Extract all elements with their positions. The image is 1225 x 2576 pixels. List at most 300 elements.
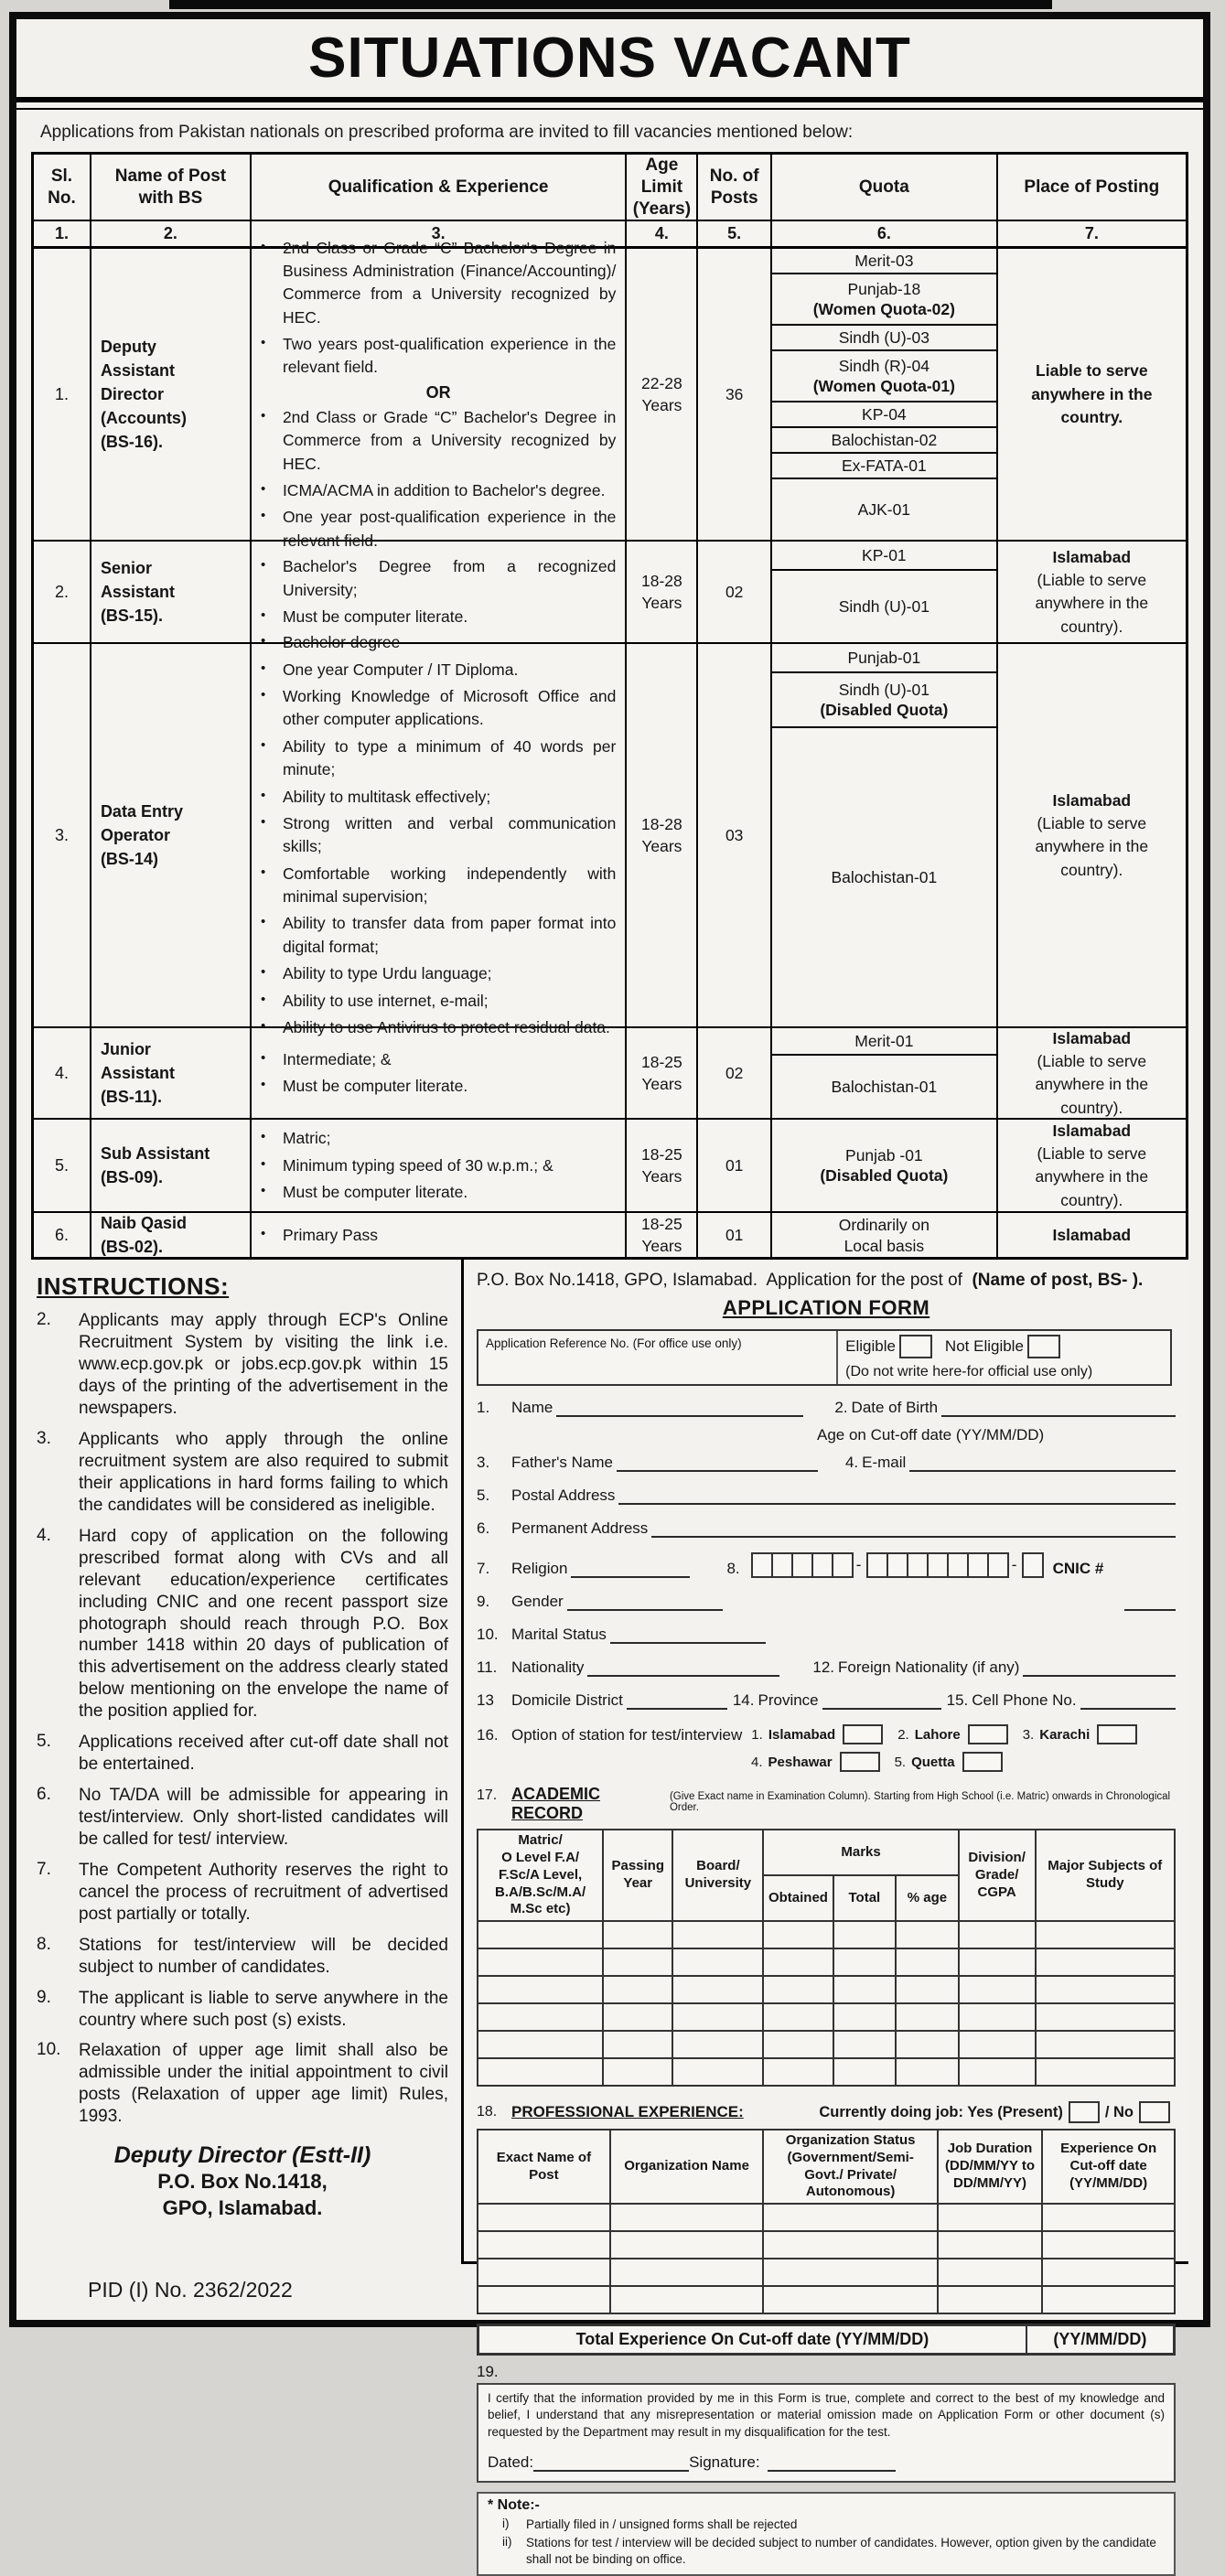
cnic-digit-box[interactable] (987, 1552, 1009, 1578)
experience-empty-cell[interactable] (1042, 2286, 1175, 2313)
cnic-digit-box[interactable] (866, 1552, 888, 1578)
total-experience-value: (YY/MM/DD) (1053, 2330, 1147, 2349)
academic-empty-cell[interactable] (763, 1976, 833, 2003)
name-input-line[interactable] (556, 1402, 803, 1417)
marital-status-input-line[interactable] (610, 1629, 766, 1644)
academic-empty-cell[interactable] (1036, 2003, 1175, 2031)
instruction-number: 2. (37, 1310, 51, 1330)
academic-col-header: Passing Year (603, 1830, 672, 1921)
form-header-line (477, 1271, 1176, 1291)
instruction-number: 4. (37, 1525, 51, 1545)
academic-empty-cell[interactable] (1036, 1921, 1175, 1948)
academic-empty-row (478, 2058, 1175, 2086)
header-line: Age (645, 156, 679, 176)
num-posts-cell: 01 (698, 1120, 772, 1211)
header-line: No. (48, 188, 76, 208)
vacancy-table (31, 152, 1188, 1260)
academic-empty-cell[interactable] (672, 2003, 763, 2031)
quota-line: Sindh (U)-03 (838, 327, 929, 347)
cnic-separator: - (1011, 1556, 1017, 1574)
experience-empty-cell[interactable] (763, 2286, 938, 2313)
academic-empty-cell[interactable] (672, 1921, 763, 1948)
age-limit-cell (627, 542, 698, 642)
gender-input-line[interactable] (567, 1596, 723, 1611)
job-no-label: / No (1104, 2103, 1134, 2120)
instruction-text: Stations for test/interview will be decided subject to number of candidates. (79, 1935, 448, 1977)
station-option-karachi (1023, 1724, 1138, 1744)
qualification-text: 2nd Class or Grade “C” Bachelor's Degree in Business Administration (Finance/Accounting)/ Commerce from a University recognized by HEC. (282, 238, 617, 327)
quota-line: Sindh (U)-01 (838, 680, 929, 699)
post-name-line: Sub Assistant (100, 1144, 210, 1164)
academic-empty-cell[interactable] (763, 1921, 833, 1948)
place-line: (Liable to serve anywhere in the country). (1035, 570, 1149, 636)
qualification-text: Must be computer literate. (282, 1077, 468, 1096)
header-line: Place of Posting (1024, 177, 1160, 197)
quota-segment (772, 1120, 996, 1211)
cnic-digit-box[interactable] (967, 1552, 989, 1578)
experience-empty-row (478, 2231, 1175, 2259)
bullet-icon: • (260, 991, 266, 1007)
experience-col-header: Organization Status (Government/Semi- Govt./ Private/ Autonomous) (763, 2130, 938, 2204)
vacancy-row (34, 238, 1186, 550)
official-use-note: (Do not write here-for official use only) (845, 1364, 1093, 1380)
nationality-input-line[interactable] (587, 1662, 779, 1677)
bullet-icon: • (260, 964, 266, 981)
academic-empty-cell[interactable] (1036, 1976, 1175, 2003)
place-line: (Liable to serve anywhere in the country). (1035, 1051, 1149, 1117)
experience-empty-cell[interactable] (763, 2259, 938, 2286)
not-eligible-checkbox[interactable] (1027, 1335, 1060, 1358)
station-number: 3. (1022, 1726, 1035, 1743)
post-name-cell (91, 249, 252, 540)
quota-segment (772, 571, 996, 642)
experience-empty-cell[interactable] (1042, 2231, 1175, 2259)
quota-segment (772, 542, 996, 571)
instructions-column (31, 1260, 461, 2264)
post-name-line: Operator (100, 826, 170, 845)
place-of-posting-cell (998, 1028, 1186, 1118)
title-divider (16, 97, 1203, 110)
field-religion-cnic: 7. Religion 8. - - CNIC # (477, 1552, 1176, 1578)
station-option-label: Option of station for test/interview (511, 1726, 743, 1744)
instruction-item (37, 1429, 448, 1517)
academic-empty-cell[interactable] (603, 2003, 672, 2031)
station-name: Islamabad (768, 1726, 836, 1743)
page-title: SITUATIONS VACANT (308, 27, 911, 90)
note-item-text: Partially filed in / unsigned forms shall be rejected (526, 2517, 798, 2531)
experience-empty-cell[interactable] (1042, 2204, 1175, 2231)
qualification-bullet (261, 1181, 616, 1204)
father-name-input-line[interactable] (617, 1457, 818, 1472)
academic-empty-cell[interactable] (478, 1921, 603, 1948)
serial-number-cell: 3. (34, 644, 91, 1026)
item-19-number: 19. (477, 2363, 499, 2381)
quota-segment (772, 728, 996, 1026)
age-line: 18-28 (641, 814, 682, 833)
station-option-islamabad (751, 1724, 883, 1744)
academic-empty-cell[interactable] (896, 1921, 959, 1948)
qualification-bullet (261, 1224, 616, 1247)
experience-empty-row (478, 2204, 1175, 2231)
column-number-cell: 1. (34, 221, 91, 246)
marital-status-label: Marital Status (511, 1626, 607, 1644)
post-name-line: (BS-16). (100, 433, 163, 452)
quota-line: Sindh (U)-01 (838, 596, 929, 616)
quota-segment (772, 1028, 996, 1056)
cnic-digit-box[interactable] (907, 1552, 929, 1578)
bullet-icon: • (260, 736, 266, 753)
station-name: Lahore (914, 1726, 961, 1743)
serial-number-cell: 2. (34, 542, 91, 642)
academic-col-header: Division/ Grade/ CGPA (959, 1830, 1036, 1921)
experience-empty-cell[interactable] (763, 2231, 938, 2259)
column-number-cell: 4. (627, 221, 698, 246)
station-number: 2. (897, 1726, 909, 1743)
academic-empty-cell[interactable] (603, 1948, 672, 1976)
bullet-icon: • (260, 557, 266, 574)
academic-record-table (477, 1829, 1176, 2087)
academic-empty-cell[interactable] (959, 1948, 1036, 1976)
post-name-line: (Accounts) (100, 409, 187, 428)
dated-input-line[interactable] (533, 2459, 689, 2472)
place-line: (Liable to serve anywhere in the country). (1035, 1143, 1149, 1209)
num-posts-cell: 02 (698, 1028, 772, 1118)
note-box (477, 2492, 1176, 2576)
academic-empty-cell[interactable] (959, 2058, 1036, 2086)
num-posts-cell: 03 (698, 644, 772, 1026)
quota-segment (772, 326, 996, 351)
form-title: APPLICATION FORM (722, 1296, 930, 1320)
academic-table (477, 1829, 1176, 2087)
vacancy-header-cell (34, 155, 91, 220)
bullet-icon: • (260, 914, 266, 930)
experience-empty-row (478, 2259, 1175, 2286)
signature-block (37, 2142, 448, 2221)
post-name-line: (BS-11). (100, 1088, 162, 1107)
post-name-line: Assistant (100, 583, 175, 602)
station-quetta-checkbox[interactable] (962, 1752, 1003, 1772)
qualification-bullet (261, 1075, 616, 1098)
total-experience-bar (477, 2324, 1176, 2356)
academic-empty-cell[interactable] (959, 1921, 1036, 1948)
academic-empty-row (478, 1921, 1175, 1948)
quota-segment (772, 479, 996, 540)
station-options-line2 (751, 1752, 1176, 1772)
bullet-icon: • (260, 508, 266, 524)
academic-empty-cell[interactable] (672, 2031, 763, 2058)
experience-empty-cell[interactable] (763, 2204, 938, 2231)
experience-empty-cell[interactable] (610, 2259, 764, 2286)
bullet-icon: • (260, 633, 266, 649)
note-item (502, 2517, 1165, 2533)
quota-line: (Disabled Quota) (820, 1166, 949, 1186)
station-number: 4. (751, 1754, 763, 1770)
serial-number-cell: 5. (34, 1120, 91, 1211)
place-line: Islamabad (1052, 790, 1132, 810)
post-name-cell (91, 1120, 252, 1211)
academic-empty-cell[interactable] (959, 2031, 1036, 2058)
place-of-posting-cell (998, 1120, 1186, 1211)
bullet-icon: • (260, 480, 266, 497)
academic-empty-cell[interactable] (478, 1976, 603, 2003)
station-number: 1. (751, 1726, 763, 1743)
vacancy-row (34, 1213, 1186, 1257)
signatory-address-line1: P.O. Box No.1418, (157, 2170, 328, 2194)
advertisement (9, 12, 1210, 2566)
age-line: Years (641, 1237, 682, 1256)
academic-empty-cell[interactable] (896, 1948, 959, 1976)
qualification-bullet (261, 606, 616, 628)
experience-empty-cell[interactable] (610, 2204, 764, 2231)
header-line: Name of Post (114, 166, 227, 186)
email-input-line[interactable] (909, 1457, 1176, 1472)
qualification-bullet (261, 1048, 616, 1071)
quota-line: (Disabled Quota) (820, 701, 949, 720)
post-name-line: (BS-02). (100, 1238, 163, 1257)
place-line: Islamabad (1052, 547, 1132, 566)
academic-empty-cell[interactable] (896, 1976, 959, 2003)
experience-empty-cell[interactable] (1042, 2259, 1175, 2286)
cnic-digit-box[interactable] (832, 1552, 854, 1578)
quota-segment (772, 673, 996, 728)
bullet-icon: • (260, 1129, 266, 1145)
academic-empty-row (478, 2003, 1175, 2031)
qualification-bullet (261, 812, 616, 859)
instruction-item (37, 1935, 448, 1979)
academic-empty-cell[interactable] (1036, 2058, 1175, 2086)
bullet-icon: • (260, 407, 266, 424)
age-line: 22-28 (641, 373, 682, 392)
experience-empty-cell[interactable] (478, 2286, 610, 2313)
qualification-cell (252, 1213, 627, 1257)
experience-empty-cell[interactable] (938, 2204, 1042, 2231)
eligible-checkbox[interactable] (899, 1335, 932, 1358)
qualification-bullet (261, 1127, 616, 1150)
experience-empty-cell[interactable] (478, 2231, 610, 2259)
academic-empty-cell[interactable] (896, 2003, 959, 2031)
field-father-email: 3. Father's Name 4. E-mail (477, 1454, 1176, 1472)
academic-empty-cell[interactable] (1036, 1948, 1175, 1976)
quota-segment (772, 249, 996, 274)
form-apply-text: Application for the post of (766, 1271, 962, 1291)
dob-input-line[interactable] (941, 1402, 1176, 1417)
scan-edge-strip (169, 0, 1052, 9)
cnic-label: CNIC # (1052, 1560, 1104, 1578)
cnic-digit-box[interactable] (811, 1552, 833, 1578)
quota-segment (772, 1213, 996, 1259)
job-no-checkbox[interactable] (1139, 2101, 1170, 2123)
gender-label: Gender (511, 1593, 564, 1611)
religion-input-line[interactable] (571, 1563, 690, 1578)
academic-empty-cell[interactable] (833, 1976, 897, 2003)
academic-empty-cell[interactable] (833, 1948, 897, 1976)
post-name-line: Director (100, 385, 164, 404)
cnic-digit-box[interactable] (771, 1552, 793, 1578)
station-islamabad-checkbox[interactable] (843, 1724, 883, 1744)
instruction-number: 5. (37, 1732, 51, 1752)
instruction-number: 10. (37, 2040, 61, 2060)
cnic-boxes (751, 1552, 1042, 1578)
post-name-line: (BS-09). (100, 1168, 163, 1187)
field-station-option: 16. Option of station for test/interview 1. Islamabad 2. Lahore 3. Karachi (477, 1724, 1176, 1744)
experience-empty-cell[interactable] (478, 2259, 610, 2286)
qualification-bullet (261, 406, 616, 476)
station-karachi-checkbox[interactable] (1097, 1724, 1137, 1744)
qualification-cell (252, 633, 627, 1036)
academic-empty-cell[interactable] (763, 1948, 833, 1976)
vacancy-header-cell (998, 155, 1186, 220)
signature-input-line[interactable] (768, 2459, 896, 2472)
academic-empty-cell[interactable] (478, 2003, 603, 2031)
domicile-input-line[interactable] (627, 1695, 727, 1710)
academic-empty-cell[interactable] (833, 1921, 897, 1948)
academic-empty-cell[interactable] (603, 2031, 672, 2058)
academic-col-header: Major Subjects of Study (1036, 1830, 1175, 1921)
not-eligible-label: Not Eligible (944, 1337, 1024, 1356)
vacancy-header-cell (698, 155, 772, 220)
province-input-line[interactable] (822, 1695, 941, 1710)
professional-experience-heading: 18. PROFESSIONAL EXPERIENCE: Currently doing job: Yes (Present) / No (477, 2101, 1176, 2123)
academic-marks-header: Marks (763, 1830, 958, 1875)
academic-empty-cell[interactable] (959, 2003, 1036, 2031)
quota-cell (772, 1120, 998, 1211)
post-name-cell (91, 542, 252, 642)
vacancy-header-cell (91, 155, 252, 220)
academic-empty-cell[interactable] (763, 2058, 833, 2086)
permanent-address-input-line[interactable] (651, 1523, 1176, 1538)
father-name-label: Father's Name (511, 1454, 613, 1472)
qualification-text: One year post-qualification experience in the relevant field. (282, 508, 617, 550)
bullet-icon: • (260, 1183, 266, 1199)
vacancy-row (34, 1120, 1186, 1213)
bullet-icon: • (260, 238, 266, 254)
age-line: 18-25 (641, 1052, 682, 1071)
reference-box (477, 1329, 1172, 1386)
vacancy-header-row (34, 155, 1186, 221)
academic-empty-cell[interactable] (672, 2058, 763, 2086)
header-line: (Years) (632, 199, 692, 219)
place-of-posting-cell (998, 1213, 1186, 1257)
field-marital-status: 10. Marital Status (477, 1626, 1176, 1644)
quota-cell (772, 542, 998, 642)
academic-empty-cell[interactable] (833, 2031, 897, 2058)
dob-label: Date of Birth (851, 1399, 939, 1417)
vacancy-header-cell (627, 155, 698, 220)
experience-empty-cell[interactable] (610, 2286, 764, 2313)
place-line: (Liable to serve anywhere in the country). (1035, 813, 1149, 879)
or-separator: OR (425, 382, 451, 402)
experience-empty-cell[interactable] (610, 2231, 764, 2259)
quota-line: Balochistan-02 (831, 430, 938, 449)
station-number: 5. (894, 1754, 907, 1770)
station-peshawar-checkbox[interactable] (840, 1752, 880, 1772)
age-limit-cell (627, 249, 698, 540)
bullet-icon: • (260, 1017, 266, 1034)
academic-empty-cell[interactable] (478, 1948, 603, 1976)
place-line: Islamabad (1052, 1225, 1132, 1244)
academic-empty-cell[interactable] (959, 1976, 1036, 2003)
cnic-extra-line[interactable] (1124, 1596, 1176, 1611)
academic-empty-cell[interactable] (603, 1921, 672, 1948)
academic-empty-cell[interactable] (603, 1976, 672, 2003)
age-limit-cell (627, 1213, 698, 1257)
qualification-text: Bachelor's Degree from a recognized University; (282, 557, 617, 599)
cnic-digit-box[interactable] (1022, 1552, 1044, 1578)
cnic-digit-box[interactable] (947, 1552, 969, 1578)
header-line: with BS (138, 188, 203, 208)
academic-empty-cell[interactable] (1036, 2031, 1175, 2058)
experience-col-header: Organization Name (610, 2130, 764, 2204)
quota-line: Local basis (844, 1237, 925, 1256)
postal-address-input-line[interactable] (618, 1490, 1176, 1505)
instruction-item (37, 1785, 448, 1851)
experience-empty-cell[interactable] (938, 2259, 1042, 2286)
academic-empty-cell[interactable] (763, 2003, 833, 2031)
post-name-line: Data Entry (100, 802, 183, 821)
academic-empty-cell[interactable] (833, 2003, 897, 2031)
age-line: Years (641, 837, 682, 856)
quota-cell (772, 644, 998, 1026)
cnic-digit-box[interactable] (887, 1552, 908, 1578)
quota-segment (772, 454, 996, 479)
academic-record-title: ACADEMIC RECORD (511, 1785, 600, 1823)
experience-empty-cell[interactable] (938, 2286, 1042, 2313)
cnic-digit-box[interactable] (791, 1552, 813, 1578)
serial-number-cell: 6. (34, 1213, 91, 1257)
post-name-cell (91, 644, 252, 1026)
academic-empty-cell[interactable] (896, 2058, 959, 2086)
instruction-text: Hard copy of application on the following prescribed format along with CVs and all relevant education/experience certificates including CNIC and one recent passport size photograph should reach through P.O. Box number 1418 within 20 days of publication of this advertisement on the address clearly stated below mentioning on the envelope the name of the position applied for. (79, 1526, 448, 1722)
academic-empty-cell[interactable] (896, 2031, 959, 2058)
qualification-bullet (261, 912, 616, 959)
qualification-bullet (261, 479, 616, 502)
academic-empty-cell[interactable] (603, 2058, 672, 2086)
qualification-cell (252, 542, 627, 642)
domicile-label: Domicile District (511, 1691, 623, 1710)
post-name-line: Assistant (100, 361, 175, 381)
total-experience-label: Total Experience On Cut-off date (YY/MM/DD) (479, 2326, 1027, 2353)
instruction-number: 6. (37, 1785, 51, 1805)
academic-empty-row (478, 1976, 1175, 2003)
post-name-line: Senior (100, 559, 152, 578)
signatory-title: Deputy Director (Estt-II) (113, 2142, 371, 2169)
bullet-icon: • (260, 1225, 266, 1241)
bullet-icon: • (260, 607, 266, 624)
instruction-number: 3. (37, 1429, 51, 1449)
age-line: Years (641, 594, 682, 613)
foreign-nationality-input-line[interactable] (1023, 1662, 1176, 1677)
academic-empty-cell[interactable] (478, 2031, 603, 2058)
academic-empty-cell[interactable] (833, 2058, 897, 2086)
academic-empty-cell[interactable] (672, 1976, 763, 2003)
experience-empty-cell[interactable] (478, 2204, 610, 2231)
cnic-digit-box[interactable] (751, 1552, 773, 1578)
job-yes-checkbox[interactable] (1069, 2101, 1100, 2123)
experience-empty-cell[interactable] (938, 2231, 1042, 2259)
quota-line: Merit-01 (854, 1031, 914, 1050)
age-cutoff-note: Age on Cut-off date (YY/MM/DD) (817, 1426, 1045, 1444)
station-lahore-checkbox[interactable] (968, 1724, 1008, 1744)
academic-empty-cell[interactable] (478, 2058, 603, 2086)
quota-line: (Women Quota-01) (812, 377, 955, 396)
note-item (502, 2535, 1165, 2567)
academic-empty-cell[interactable] (672, 1948, 763, 1976)
cnic-digit-box[interactable] (927, 1552, 949, 1578)
cell-phone-input-line[interactable] (1080, 1695, 1176, 1710)
currently-doing-job-label: Currently doing job: Yes (Present) (819, 2103, 1063, 2120)
academic-marks-sub-header: % age (896, 1875, 959, 1921)
academic-empty-cell[interactable] (763, 2031, 833, 2058)
